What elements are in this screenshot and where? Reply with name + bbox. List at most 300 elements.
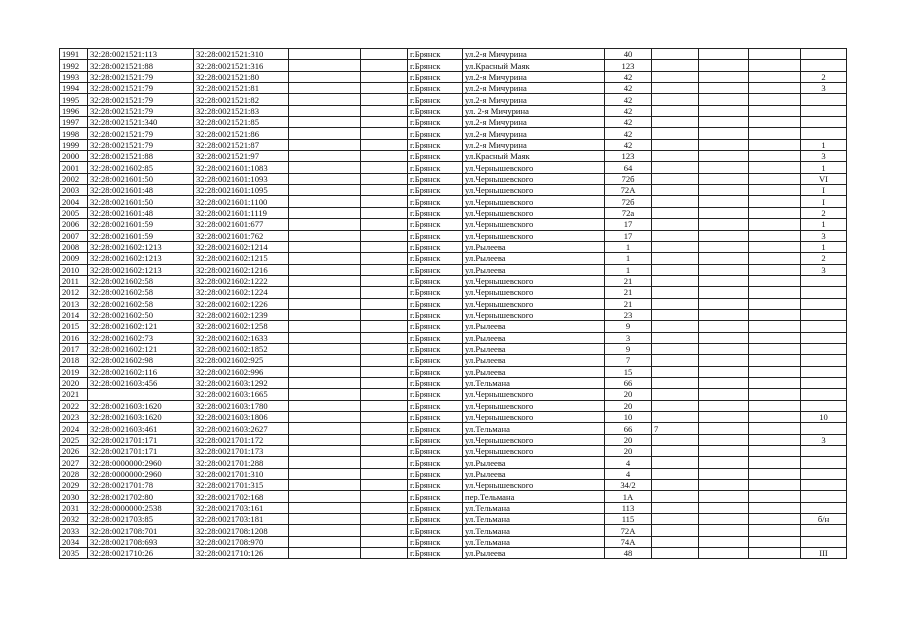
extra-cell — [652, 185, 699, 196]
extra-cell — [652, 434, 699, 445]
blank-col-a — [289, 423, 361, 434]
blank-col-a — [289, 219, 361, 230]
blank-col-c — [699, 219, 749, 230]
blank-col-c — [699, 468, 749, 479]
blank-col-d — [749, 117, 801, 128]
row-number: 1999 — [60, 139, 88, 150]
blank-col-c — [699, 287, 749, 298]
unit-cell — [801, 536, 847, 547]
house-cell: 123 — [605, 60, 652, 71]
blank-col-b — [361, 343, 408, 354]
object-cadastral-number: 32:28:0021603:1806 — [194, 412, 289, 423]
land-cadastral-number: 32:28:0021602:1213 — [88, 264, 194, 275]
table-row — [60, 343, 847, 354]
blank-col-a — [289, 49, 361, 60]
row-number: 2032 — [60, 514, 88, 525]
blank-col-c — [699, 264, 749, 275]
blank-col-d — [749, 151, 801, 162]
blank-col-d — [749, 457, 801, 468]
blank-col-b — [361, 400, 408, 411]
object-cadastral-number: 32:28:0021602:925 — [194, 355, 289, 366]
street-cell: ул.2-я Мичурина — [463, 94, 605, 105]
city-cell: г.Брянск — [408, 275, 463, 286]
blank-col-b — [361, 185, 408, 196]
street-cell: ул.2-я Мичурина — [463, 49, 605, 60]
extra-cell — [652, 253, 699, 264]
street-cell: ул.Чернышевского — [463, 275, 605, 286]
table-row — [60, 162, 847, 173]
city-cell: г.Брянск — [408, 264, 463, 275]
object-cadastral-number: 32:28:0021521:80 — [194, 71, 289, 82]
extra-cell — [652, 491, 699, 502]
unit-cell — [801, 355, 847, 366]
table-row — [60, 128, 847, 139]
city-cell: г.Брянск — [408, 525, 463, 536]
object-cadastral-number: 32:28:0021602:1222 — [194, 275, 289, 286]
extra-cell — [652, 264, 699, 275]
object-cadastral-number: 32:28:0021521:85 — [194, 117, 289, 128]
house-cell: 4 — [605, 457, 652, 468]
street-cell: ул.Чернышевского — [463, 207, 605, 218]
row-number: 2021 — [60, 389, 88, 400]
unit-cell: 1 — [801, 162, 847, 173]
blank-col-c — [699, 139, 749, 150]
unit-cell: 2 — [801, 71, 847, 82]
blank-col-d — [749, 332, 801, 343]
blank-col-c — [699, 423, 749, 434]
city-cell: г.Брянск — [408, 389, 463, 400]
blank-col-c — [699, 151, 749, 162]
blank-col-d — [749, 400, 801, 411]
table-row — [60, 389, 847, 400]
object-cadastral-number: 32:28:0021603:1665 — [194, 389, 289, 400]
blank-col-d — [749, 230, 801, 241]
blank-col-a — [289, 264, 361, 275]
city-cell: г.Брянск — [408, 536, 463, 547]
table-row — [60, 185, 847, 196]
blank-col-c — [699, 491, 749, 502]
extra-cell — [652, 480, 699, 491]
city-cell: г.Брянск — [408, 196, 463, 207]
unit-cell: 2 — [801, 207, 847, 218]
street-cell: ул.Чернышевского — [463, 230, 605, 241]
extra-cell — [652, 468, 699, 479]
table-row — [60, 548, 847, 559]
blank-col-b — [361, 491, 408, 502]
row-number: 2011 — [60, 275, 88, 286]
blank-col-c — [699, 321, 749, 332]
row-number: 2023 — [60, 412, 88, 423]
blank-col-b — [361, 434, 408, 445]
row-number: 2005 — [60, 207, 88, 218]
blank-col-a — [289, 514, 361, 525]
object-cadastral-number: 32:28:0021701:310 — [194, 468, 289, 479]
table-row — [60, 264, 847, 275]
row-number: 1994 — [60, 83, 88, 94]
blank-col-b — [361, 207, 408, 218]
table-row — [60, 491, 847, 502]
street-cell: ул.Рылеева — [463, 355, 605, 366]
blank-col-c — [699, 94, 749, 105]
house-cell: 1А — [605, 491, 652, 502]
object-cadastral-number: 32:28:0021603:2627 — [194, 423, 289, 434]
blank-col-c — [699, 434, 749, 445]
object-cadastral-number: 32:28:0021601:1119 — [194, 207, 289, 218]
blank-col-d — [749, 491, 801, 502]
blank-col-b — [361, 105, 408, 116]
row-number: 2034 — [60, 536, 88, 547]
house-cell: 42 — [605, 94, 652, 105]
land-cadastral-number: 32:28:0021603:461 — [88, 423, 194, 434]
blank-col-d — [749, 502, 801, 513]
land-cadastral-number — [88, 389, 194, 400]
house-cell: 15 — [605, 366, 652, 377]
street-cell: ул.Чернышевского — [463, 173, 605, 184]
blank-col-b — [361, 366, 408, 377]
blank-col-b — [361, 139, 408, 150]
blank-col-c — [699, 457, 749, 468]
city-cell: г.Брянск — [408, 457, 463, 468]
blank-col-b — [361, 94, 408, 105]
table-row — [60, 536, 847, 547]
extra-cell — [652, 241, 699, 252]
street-cell: ул.Чернышевского — [463, 219, 605, 230]
street-cell: ул.Чернышевского — [463, 298, 605, 309]
blank-col-c — [699, 105, 749, 116]
blank-col-a — [289, 412, 361, 423]
house-cell: 21 — [605, 298, 652, 309]
object-cadastral-number: 32:28:0021521:87 — [194, 139, 289, 150]
city-cell: г.Брянск — [408, 60, 463, 71]
city-cell: г.Брянск — [408, 83, 463, 94]
blank-col-c — [699, 207, 749, 218]
blank-col-d — [749, 434, 801, 445]
blank-col-c — [699, 400, 749, 411]
house-cell: 23 — [605, 309, 652, 320]
house-cell: 72а — [605, 207, 652, 218]
table-row — [60, 377, 847, 388]
land-cadastral-number: 32:28:0021601:50 — [88, 173, 194, 184]
object-cadastral-number: 32:28:0021703:181 — [194, 514, 289, 525]
land-cadastral-number: 32:28:0021603:1620 — [88, 412, 194, 423]
blank-col-d — [749, 162, 801, 173]
city-cell: г.Брянск — [408, 219, 463, 230]
blank-col-a — [289, 105, 361, 116]
house-cell: 42 — [605, 128, 652, 139]
city-cell: г.Брянск — [408, 287, 463, 298]
house-cell: 1 — [605, 253, 652, 264]
blank-col-d — [749, 446, 801, 457]
land-cadastral-number: 32:28:0021701:171 — [88, 446, 194, 457]
blank-col-c — [699, 412, 749, 423]
row-number: 2016 — [60, 332, 88, 343]
blank-col-a — [289, 536, 361, 547]
extra-cell — [652, 219, 699, 230]
blank-col-d — [749, 219, 801, 230]
blank-col-b — [361, 525, 408, 536]
extra-cell — [652, 207, 699, 218]
row-number: 2004 — [60, 196, 88, 207]
row-number: 2035 — [60, 548, 88, 559]
house-cell: 74А — [605, 536, 652, 547]
land-cadastral-number: 32:28:0000000:2960 — [88, 468, 194, 479]
extra-cell — [652, 355, 699, 366]
blank-col-a — [289, 71, 361, 82]
unit-cell — [801, 502, 847, 513]
house-cell: 42 — [605, 83, 652, 94]
extra-cell — [652, 105, 699, 116]
extra-cell — [652, 117, 699, 128]
unit-cell — [801, 287, 847, 298]
object-cadastral-number: 32:28:0021603:1780 — [194, 400, 289, 411]
city-cell: г.Брянск — [408, 412, 463, 423]
city-cell: г.Брянск — [408, 400, 463, 411]
blank-col-c — [699, 71, 749, 82]
blank-col-b — [361, 536, 408, 547]
extra-cell — [652, 128, 699, 139]
street-cell: ул.Рылеева — [463, 241, 605, 252]
blank-col-a — [289, 468, 361, 479]
street-cell: ул.Рылеева — [463, 332, 605, 343]
row-number: 2010 — [60, 264, 88, 275]
blank-col-a — [289, 139, 361, 150]
blank-col-b — [361, 309, 408, 320]
street-cell: ул.Тельмана — [463, 514, 605, 525]
table-row — [60, 275, 847, 286]
cadastral-register-table — [59, 48, 847, 559]
object-cadastral-number: 32:28:0021602:1214 — [194, 241, 289, 252]
blank-col-d — [749, 60, 801, 71]
blank-col-d — [749, 71, 801, 82]
land-cadastral-number: 32:28:0021701:171 — [88, 434, 194, 445]
blank-col-d — [749, 355, 801, 366]
city-cell: г.Брянск — [408, 321, 463, 332]
row-number: 2008 — [60, 241, 88, 252]
land-cadastral-number: 32:28:0021703:85 — [88, 514, 194, 525]
city-cell: г.Брянск — [408, 71, 463, 82]
city-cell: г.Брянск — [408, 105, 463, 116]
land-cadastral-number: 32:28:0021602:73 — [88, 332, 194, 343]
table-row — [60, 83, 847, 94]
blank-col-d — [749, 139, 801, 150]
object-cadastral-number: 32:28:0021521:310 — [194, 49, 289, 60]
unit-cell — [801, 446, 847, 457]
unit-cell — [801, 128, 847, 139]
blank-col-a — [289, 151, 361, 162]
blank-col-a — [289, 117, 361, 128]
house-cell: 1 — [605, 264, 652, 275]
extra-cell — [652, 94, 699, 105]
table-row — [60, 173, 847, 184]
house-cell: 7 — [605, 355, 652, 366]
city-cell: г.Брянск — [408, 117, 463, 128]
table-row — [60, 196, 847, 207]
city-cell: г.Брянск — [408, 468, 463, 479]
object-cadastral-number: 32:28:0021601:1095 — [194, 185, 289, 196]
land-cadastral-number: 32:28:0021701:78 — [88, 480, 194, 491]
blank-col-c — [699, 525, 749, 536]
blank-col-d — [749, 207, 801, 218]
extra-cell — [652, 536, 699, 547]
unit-cell — [801, 457, 847, 468]
street-cell: ул.Чернышевского — [463, 400, 605, 411]
extra-cell — [652, 275, 699, 286]
table-row — [60, 400, 847, 411]
land-cadastral-number: 32:28:0021602:98 — [88, 355, 194, 366]
street-cell: ул.Чернышевского — [463, 446, 605, 457]
blank-col-b — [361, 173, 408, 184]
blank-col-b — [361, 196, 408, 207]
blank-col-c — [699, 162, 749, 173]
blank-col-d — [749, 185, 801, 196]
blank-col-a — [289, 94, 361, 105]
unit-cell: 2 — [801, 253, 847, 264]
blank-col-a — [289, 309, 361, 320]
blank-col-c — [699, 355, 749, 366]
blank-col-d — [749, 105, 801, 116]
unit-cell: 3 — [801, 230, 847, 241]
street-cell: ул.Рылеева — [463, 548, 605, 559]
table-row — [60, 332, 847, 343]
extra-cell — [652, 457, 699, 468]
blank-col-b — [361, 264, 408, 275]
table-row — [60, 139, 847, 150]
table-row — [60, 71, 847, 82]
blank-col-a — [289, 491, 361, 502]
blank-col-d — [749, 83, 801, 94]
table-row — [60, 241, 847, 252]
extra-cell — [652, 366, 699, 377]
extra-cell — [652, 287, 699, 298]
table-row — [60, 309, 847, 320]
table-row — [60, 434, 847, 445]
city-cell: г.Брянск — [408, 207, 463, 218]
extra-cell — [652, 139, 699, 150]
blank-col-a — [289, 83, 361, 94]
street-cell: ул.Тельмана — [463, 536, 605, 547]
street-cell: ул.Рылеева — [463, 253, 605, 264]
land-cadastral-number: 32:28:0021601:48 — [88, 207, 194, 218]
extra-cell — [652, 525, 699, 536]
object-cadastral-number: 32:28:0021701:172 — [194, 434, 289, 445]
extra-cell — [652, 309, 699, 320]
house-cell: 40 — [605, 49, 652, 60]
unit-cell: 3 — [801, 264, 847, 275]
blank-col-b — [361, 355, 408, 366]
blank-col-c — [699, 117, 749, 128]
street-cell: ул. 2-я Мичурина — [463, 105, 605, 116]
object-cadastral-number: 32:28:0021602:1224 — [194, 287, 289, 298]
blank-col-b — [361, 83, 408, 94]
object-cadastral-number: 32:28:0021602:1633 — [194, 332, 289, 343]
land-cadastral-number: 32:28:0021602:121 — [88, 321, 194, 332]
blank-col-c — [699, 377, 749, 388]
blank-col-b — [361, 332, 408, 343]
house-cell: 123 — [605, 151, 652, 162]
blank-col-b — [361, 71, 408, 82]
city-cell: г.Брянск — [408, 434, 463, 445]
object-cadastral-number: 32:28:0021708:970 — [194, 536, 289, 547]
house-cell: 42 — [605, 139, 652, 150]
row-number: 2033 — [60, 525, 88, 536]
blank-col-a — [289, 525, 361, 536]
blank-col-b — [361, 151, 408, 162]
blank-col-d — [749, 253, 801, 264]
blank-col-d — [749, 321, 801, 332]
blank-col-b — [361, 219, 408, 230]
blank-col-a — [289, 128, 361, 139]
unit-cell — [801, 343, 847, 354]
blank-col-a — [289, 480, 361, 491]
house-cell: 1 — [605, 241, 652, 252]
land-cadastral-number: 32:28:0021708:701 — [88, 525, 194, 536]
blank-col-d — [749, 423, 801, 434]
blank-col-c — [699, 309, 749, 320]
object-cadastral-number: 32:28:0021521:83 — [194, 105, 289, 116]
blank-col-b — [361, 162, 408, 173]
unit-cell: I — [801, 196, 847, 207]
blank-col-d — [749, 241, 801, 252]
table-row — [60, 366, 847, 377]
blank-col-b — [361, 423, 408, 434]
unit-cell — [801, 468, 847, 479]
blank-col-d — [749, 412, 801, 423]
house-cell: 66 — [605, 423, 652, 434]
extra-cell — [652, 230, 699, 241]
blank-col-c — [699, 241, 749, 252]
row-number: 2009 — [60, 253, 88, 264]
land-cadastral-number: 32:28:0021602:50 — [88, 309, 194, 320]
row-number: 1991 — [60, 49, 88, 60]
blank-col-b — [361, 468, 408, 479]
table-row — [60, 321, 847, 332]
object-cadastral-number: 32:28:0021601:762 — [194, 230, 289, 241]
blank-col-b — [361, 480, 408, 491]
street-cell: ул.Тельмана — [463, 525, 605, 536]
city-cell: г.Брянск — [408, 366, 463, 377]
blank-col-b — [361, 446, 408, 457]
table-row — [60, 480, 847, 491]
table-row — [60, 49, 847, 60]
land-cadastral-number: 32:28:0021602:1213 — [88, 241, 194, 252]
blank-col-d — [749, 514, 801, 525]
city-cell: г.Брянск — [408, 309, 463, 320]
land-cadastral-number: 32:28:0021521:79 — [88, 128, 194, 139]
object-cadastral-number: 32:28:0021601:1083 — [194, 162, 289, 173]
extra-cell — [652, 548, 699, 559]
city-cell: г.Брянск — [408, 298, 463, 309]
blank-col-d — [749, 264, 801, 275]
row-number: 2015 — [60, 321, 88, 332]
object-cadastral-number: 32:28:0021602:1258 — [194, 321, 289, 332]
object-cadastral-number: 32:28:0021602:1239 — [194, 309, 289, 320]
table-row — [60, 298, 847, 309]
city-cell: г.Брянск — [408, 502, 463, 513]
street-cell: ул.Рылеева — [463, 321, 605, 332]
street-cell: ул.Чернышевского — [463, 196, 605, 207]
row-number: 2030 — [60, 491, 88, 502]
blank-col-d — [749, 377, 801, 388]
city-cell: г.Брянск — [408, 94, 463, 105]
street-cell: ул.Чернышевского — [463, 162, 605, 173]
object-cadastral-number: 32:28:0021710:126 — [194, 548, 289, 559]
extra-cell — [652, 298, 699, 309]
row-number: 2006 — [60, 219, 88, 230]
table-row — [60, 525, 847, 536]
city-cell: г.Брянск — [408, 446, 463, 457]
extra-cell — [652, 151, 699, 162]
object-cadastral-number: 32:28:0021703:161 — [194, 502, 289, 513]
